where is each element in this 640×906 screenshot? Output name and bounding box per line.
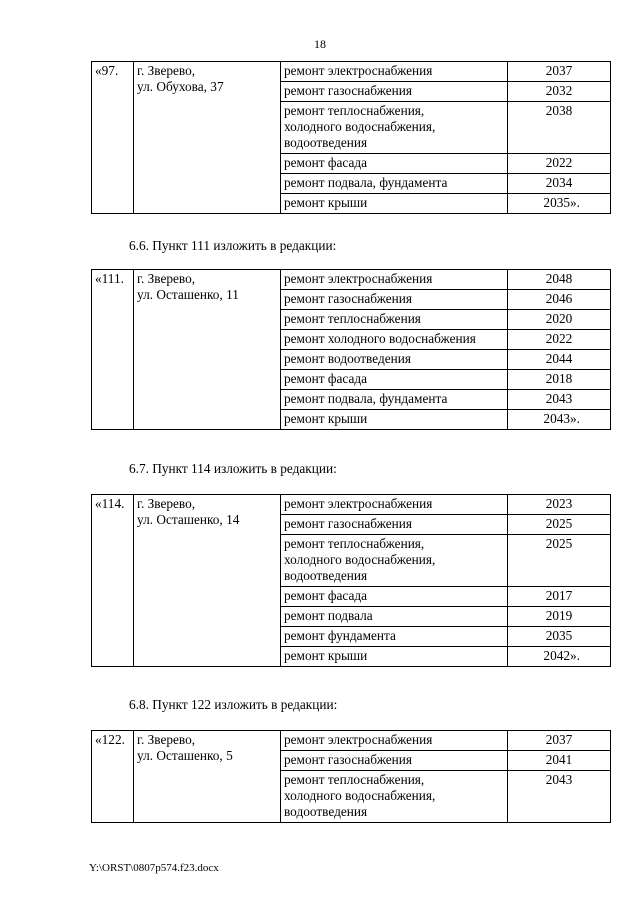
file-path-footer: Y:\ORST\0807p574.f23.docx [89, 862, 219, 874]
address-street: ул. Осташенко, 11 [137, 287, 239, 302]
work-type-cell: ремонт фасада [281, 154, 508, 174]
year-cell: 2037 [508, 731, 611, 751]
year-cell: 2035». [508, 194, 611, 214]
table-item-122 [91, 730, 611, 823]
year-cell: 2022 [508, 330, 611, 350]
year-cell: 2034 [508, 174, 611, 194]
year-cell: 2023 [508, 495, 611, 515]
work-type-cell: ремонт подвала [281, 607, 508, 627]
table-row [92, 731, 611, 751]
year-cell: 2017 [508, 587, 611, 607]
year-cell: 2048 [508, 270, 611, 290]
year-cell: 2037 [508, 62, 611, 82]
table-item-114 [91, 494, 611, 667]
year-cell: 2041 [508, 751, 611, 771]
work-type-cell: ремонт крыши [281, 410, 508, 430]
paragraph-6-8: 6.8. Пункт 122 изложить в редакции: [129, 697, 338, 712]
item-number: «122. [92, 731, 134, 823]
work-type-cell: ремонт теплоснабжения, холодного водоснабжения, водоотведения [281, 771, 508, 823]
item-number: «111. [92, 270, 134, 430]
item-number: «114. [92, 495, 134, 667]
year-cell: 2019 [508, 607, 611, 627]
address-city: г. Зверево, [137, 496, 196, 511]
address-street: ул. Обухова, 37 [137, 79, 224, 94]
item-number: «97. [92, 62, 134, 214]
work-type-cell: ремонт крыши [281, 194, 508, 214]
table-row [92, 270, 611, 290]
year-cell: 2035 [508, 627, 611, 647]
work-type-cell: ремонт холодного водоснабжения [281, 330, 508, 350]
work-type-cell: ремонт водоотведения [281, 350, 508, 370]
work-type-cell: ремонт электроснабжения [281, 62, 508, 82]
table-item-111 [91, 269, 611, 430]
table-body [92, 495, 611, 667]
address-cell [134, 495, 281, 667]
work-type-cell: ремонт подвала, фундамента [281, 390, 508, 410]
work-type-cell: ремонт газоснабжения [281, 82, 508, 102]
year-cell: 2043 [508, 771, 611, 823]
work-type-cell: ремонт газоснабжения [281, 290, 508, 310]
year-cell: 2043 [508, 390, 611, 410]
table-body [92, 62, 611, 214]
work-type-cell: ремонт фасада [281, 370, 508, 390]
paragraph-6-7: 6.7. Пункт 114 изложить в редакции: [129, 461, 337, 476]
year-cell: 2046 [508, 290, 611, 310]
table-body [92, 270, 611, 430]
work-type-cell: ремонт теплоснабжения, холодного водоснабжения, водоотведения [281, 102, 508, 154]
page-number: 18 [314, 37, 326, 51]
paragraph-6-6: 6.6. Пункт 111 изложить в редакции: [129, 238, 337, 253]
year-cell: 2044 [508, 350, 611, 370]
table-row [92, 495, 611, 515]
address-city: г. Зверево, [137, 271, 196, 286]
work-type-cell: ремонт фундамента [281, 627, 508, 647]
address-city: г. Зверево, [137, 732, 196, 747]
address-cell [134, 270, 281, 430]
year-cell: 2020 [508, 310, 611, 330]
work-type-cell: ремонт крыши [281, 647, 508, 667]
year-cell: 2043». [508, 410, 611, 430]
work-type-cell: ремонт фасада [281, 587, 508, 607]
table-body [92, 731, 611, 823]
address-street: ул. Осташенко, 14 [137, 512, 240, 527]
address-cell [134, 731, 281, 823]
table-row [92, 62, 611, 82]
year-cell: 2022 [508, 154, 611, 174]
work-type-cell: ремонт электроснабжения [281, 270, 508, 290]
year-cell: 2018 [508, 370, 611, 390]
work-type-cell: ремонт газоснабжения [281, 515, 508, 535]
year-cell: 2032 [508, 82, 611, 102]
year-cell: 2042». [508, 647, 611, 667]
work-type-cell: ремонт газоснабжения [281, 751, 508, 771]
work-type-cell: ремонт электроснабжения [281, 731, 508, 751]
year-cell: 2025 [508, 535, 611, 587]
address-city: г. Зверево, [137, 63, 196, 78]
address-street: ул. Осташенко, 5 [137, 748, 233, 763]
work-type-cell: ремонт теплоснабжения, холодного водоснабжения, водоотведения [281, 535, 508, 587]
work-type-cell: ремонт электроснабжения [281, 495, 508, 515]
work-type-cell: ремонт подвала, фундамента [281, 174, 508, 194]
year-cell: 2025 [508, 515, 611, 535]
work-type-cell: ремонт теплоснабжения [281, 310, 508, 330]
address-cell [134, 62, 281, 214]
year-cell: 2038 [508, 102, 611, 154]
table-item-97 [91, 61, 611, 214]
